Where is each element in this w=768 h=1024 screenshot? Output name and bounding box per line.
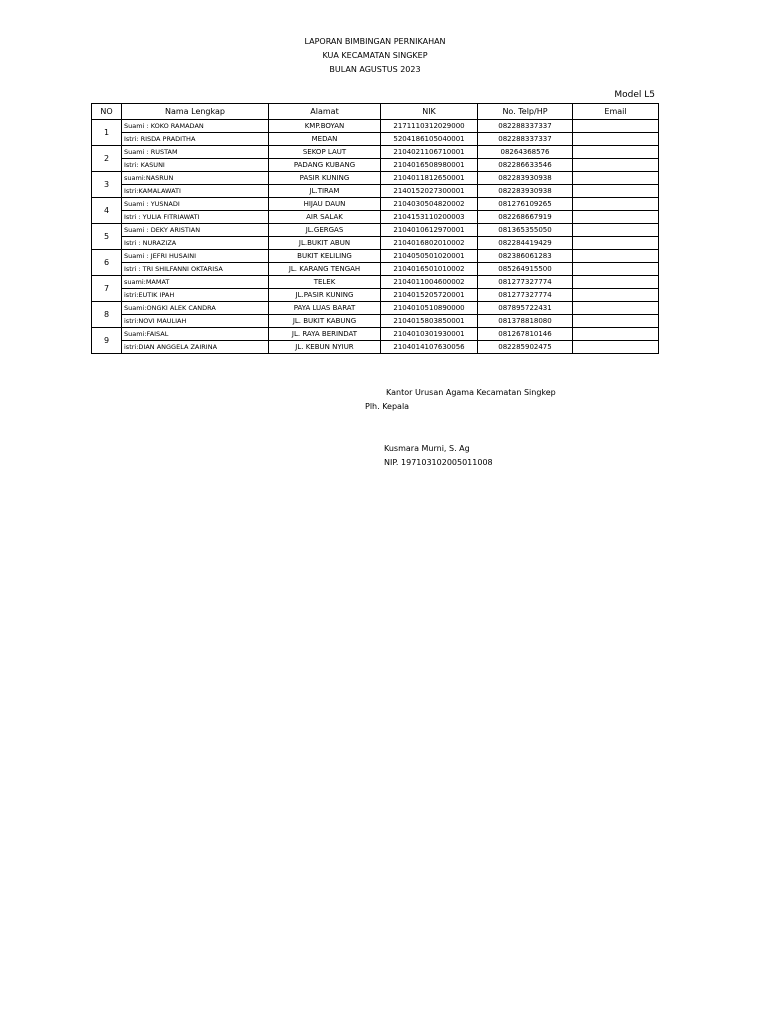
person-address: PAYA LUAS BARAT: [269, 302, 381, 315]
table-row: [92, 211, 659, 224]
person-email: [573, 198, 659, 211]
person-name: Istri: RISDA PRADITHA: [122, 133, 269, 146]
table-row: [92, 341, 659, 354]
table-row: [92, 237, 659, 250]
person-name: Suami : DEKY ARISTIAN: [122, 224, 269, 237]
person-name: Suami : JEFRI HUSAINI: [122, 250, 269, 263]
person-address: JL.BUKIT ABUN: [269, 237, 381, 250]
person-email: [573, 289, 659, 302]
person-nik: 2104010301930001: [381, 328, 478, 341]
person-nik: 2104016501010002: [381, 263, 478, 276]
person-name: Istri : TRI SHILFANNI OKTARISA: [122, 263, 269, 276]
person-phone: 081365355050: [478, 224, 573, 237]
person-address: JL.GERGAS: [269, 224, 381, 237]
person-nik: 2104153110200003: [381, 211, 478, 224]
person-nik: 2104021106710001: [381, 146, 478, 159]
table-row: [92, 289, 659, 302]
person-address: AIR SALAK: [269, 211, 381, 224]
person-phone: 081277327774: [478, 276, 573, 289]
person-email: [573, 263, 659, 276]
person-address: BUKIT KELILING: [269, 250, 381, 263]
person-phone: 082285902475: [478, 341, 573, 354]
person-phone: 087895722431: [478, 302, 573, 315]
person-email: [573, 146, 659, 159]
person-name: Suami : YUSNADI: [122, 198, 269, 211]
person-phone: 081378818080: [478, 315, 573, 328]
person-name: Suami:ONGKI ALEK CANDRA: [122, 302, 269, 315]
couple-number: 2: [92, 146, 122, 172]
person-address: JL. KEBUN NYIUR: [269, 341, 381, 354]
table-row: [92, 185, 659, 198]
person-phone: 081277327774: [478, 289, 573, 302]
couple-number: 8: [92, 302, 122, 328]
report-header: [200, 35, 550, 77]
signature-nip: NIP. 197103102005011008: [384, 458, 493, 467]
table-row: [92, 133, 659, 146]
person-email: [573, 341, 659, 354]
person-email: [573, 224, 659, 237]
person-name: istri:NOVI MAULIAH: [122, 315, 269, 328]
person-phone: 082386061283: [478, 250, 573, 263]
table-row: [92, 328, 659, 341]
person-email: [573, 250, 659, 263]
column-header-email: Email: [573, 104, 659, 120]
person-email: [573, 315, 659, 328]
report-title: LAPORAN BIMBINGAN PERNIKAHAN: [304, 37, 446, 46]
person-name: Istri : YULIA FITRIAWATI: [122, 211, 269, 224]
person-name: Suami : RUSTAM: [122, 146, 269, 159]
signature-name: Kusmara Murni, S. Ag: [384, 444, 470, 453]
person-nik: 2104010612970001: [381, 224, 478, 237]
person-nik: 2104010510890000: [381, 302, 478, 315]
person-phone: 081276109265: [478, 198, 573, 211]
person-name: Istri: KASUNI: [122, 159, 269, 172]
person-nik: 2140152027300001: [381, 185, 478, 198]
signature-position: Plh. Kepala: [365, 402, 410, 411]
person-email: [573, 211, 659, 224]
signature-office: Kantor Urusan Agama Kecamatan Singkep: [386, 388, 556, 397]
person-phone: 082284419429: [478, 237, 573, 250]
person-address: SEKOP LAUT: [269, 146, 381, 159]
person-email: [573, 276, 659, 289]
person-email: [573, 120, 659, 133]
person-email: [573, 172, 659, 185]
person-email: [573, 159, 659, 172]
person-nik: 2171110312029000: [381, 120, 478, 133]
column-header-nama: Nama Lengkap: [122, 104, 269, 120]
column-header-alamat: Alamat: [269, 104, 381, 120]
column-header-telp: No. Telp/HP: [478, 104, 573, 120]
table-row: [92, 302, 659, 315]
table-row: [92, 224, 659, 237]
column-header-no: NO: [92, 104, 122, 120]
person-address: JL.PASIR KUNING: [269, 289, 381, 302]
couple-number: 3: [92, 172, 122, 198]
table-row: [92, 159, 659, 172]
couple-number: 4: [92, 198, 122, 224]
person-name: Istri:KAMALAWATI: [122, 185, 269, 198]
person-phone: 082268667919: [478, 211, 573, 224]
table-row: [92, 250, 659, 263]
person-email: [573, 302, 659, 315]
person-address: JL. BUKIT KABUNG: [269, 315, 381, 328]
person-nik: 2104011812650001: [381, 172, 478, 185]
person-address: PADANG KUBANG: [269, 159, 381, 172]
table-row: [92, 315, 659, 328]
person-phone: 082286633546: [478, 159, 573, 172]
couple-number: 5: [92, 224, 122, 250]
person-nik: 2104015205720001: [381, 289, 478, 302]
person-phone: 082283930938: [478, 172, 573, 185]
person-address: JL.TIRAM: [269, 185, 381, 198]
person-phone: 082288337337: [478, 133, 573, 146]
table-row: [92, 120, 659, 133]
person-name: suami:NASRUN: [122, 172, 269, 185]
person-address: HIJAU DAUN: [269, 198, 381, 211]
person-name: istri:DIAN ANGGELA ZAIRINA: [122, 341, 269, 354]
couples-table: [91, 103, 659, 354]
model-label: Model L5: [614, 90, 655, 100]
person-address: JL. RAYA BERINDAT: [269, 328, 381, 341]
person-name: Suami:FAISAL: [122, 328, 269, 341]
person-email: [573, 237, 659, 250]
person-name: suami:MAMAT: [122, 276, 269, 289]
table-row: [92, 172, 659, 185]
table-header-row: [92, 104, 659, 120]
couple-number: 9: [92, 328, 122, 354]
person-address: KMP.BOYAN: [269, 120, 381, 133]
person-phone: 082283930938: [478, 185, 573, 198]
person-nik: 2104011004600002: [381, 276, 478, 289]
person-phone: 085264915500: [478, 263, 573, 276]
person-address: JL. KARANG TENGAH: [269, 263, 381, 276]
couple-number: 6: [92, 250, 122, 276]
person-address: MEDAN: [269, 133, 381, 146]
person-nik: 5204186105040001: [381, 133, 478, 146]
person-nik: 2104014107630056: [381, 341, 478, 354]
person-email: [573, 185, 659, 198]
person-name: Suami : KOKO RAMADAN: [122, 120, 269, 133]
person-phone: 082288337337: [478, 120, 573, 133]
person-email: [573, 133, 659, 146]
column-header-nik: NIK: [381, 104, 478, 120]
person-name: Istri : NURAZIZA: [122, 237, 269, 250]
table-row: [92, 146, 659, 159]
table-row: [92, 263, 659, 276]
person-phone: 08264368576: [478, 146, 573, 159]
person-address: PASIR KUNING: [269, 172, 381, 185]
person-nik: 2104015803850001: [381, 315, 478, 328]
couple-number: 7: [92, 276, 122, 302]
person-address: TELEK: [269, 276, 381, 289]
person-nik: 2104016802010002: [381, 237, 478, 250]
person-phone: 081267810146: [478, 328, 573, 341]
person-nik: 2104030504820002: [381, 198, 478, 211]
couple-number: 1: [92, 120, 122, 146]
person-nik: 2104050501020001: [381, 250, 478, 263]
report-period: BULAN AGUSTUS 2023: [329, 65, 421, 74]
table-row: [92, 198, 659, 211]
person-email: [573, 328, 659, 341]
person-name: istri:EUTIK IPAH: [122, 289, 269, 302]
table-row: [92, 276, 659, 289]
office-name: KUA KECAMATAN SINGKEP: [322, 51, 428, 60]
table-body: [92, 120, 659, 354]
person-nik: 2104016508980001: [381, 159, 478, 172]
